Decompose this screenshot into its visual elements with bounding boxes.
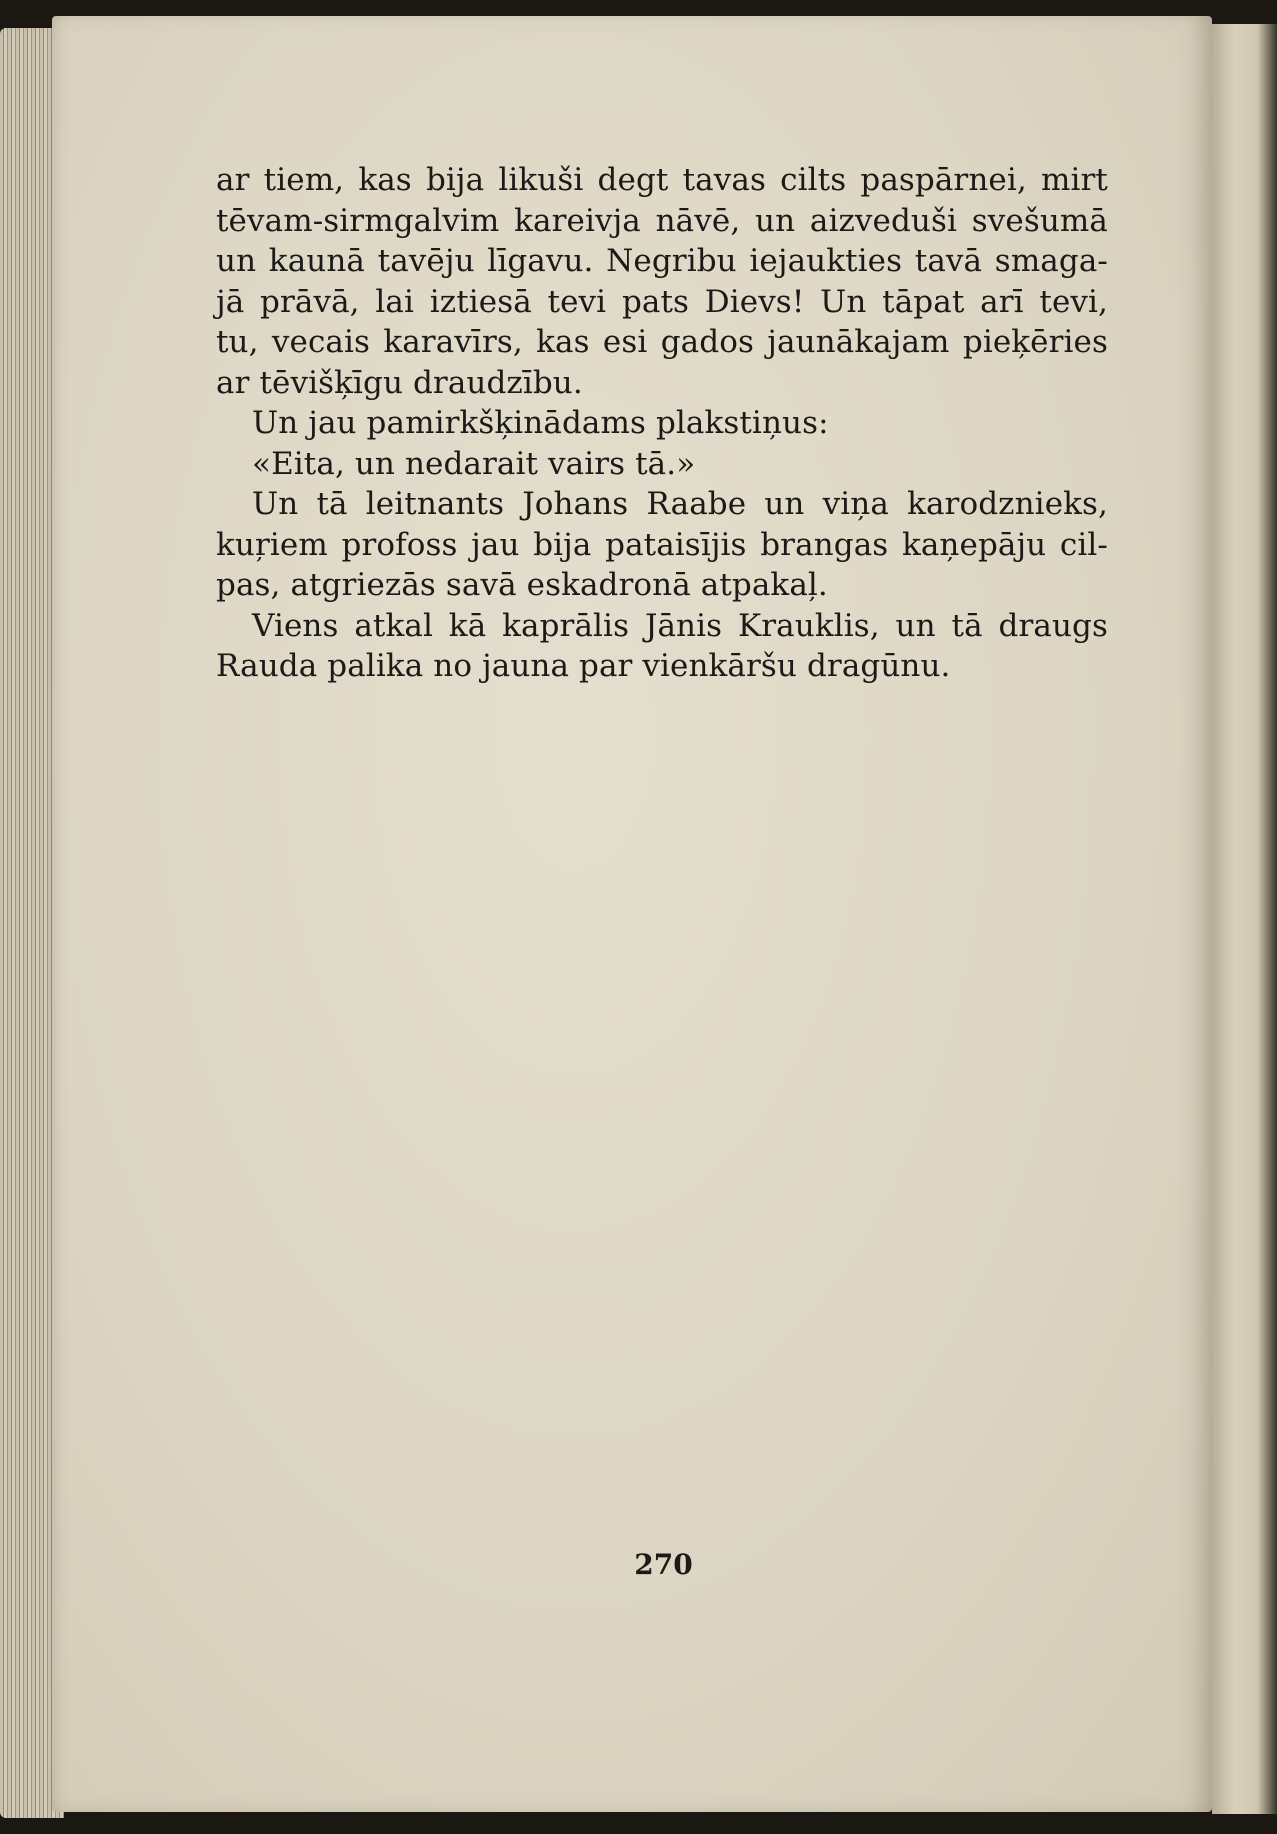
text-line: kuŗiem profoss jau bija pataisījis brangas kaņepāju cil- <box>216 526 1108 563</box>
text-line: tu, vecais karavīrs, kas esi gados jaunākajam pieķēries <box>216 324 1108 360</box>
text-line: Un tā leitnants Johans Raabe un viņa karodznieks, <box>252 486 1108 522</box>
page-text <box>216 160 1108 687</box>
text-line: jā prāvā, lai iztiesā tevi pats Dievs! Un tāpat arī tevi, <box>216 283 1108 320</box>
text-line: tēvam-sirmgalvim kareivja nāvē, un aizveduši svešumā <box>216 202 1108 239</box>
text-line: Rauda palika no jauna par vienkāršu dragūnu. <box>216 648 951 684</box>
page-number: 270 <box>634 1548 693 1581</box>
text-line: Un jau pamirkšķinādams plakstiņus: <box>252 405 829 441</box>
book-gutter <box>1212 24 1277 1814</box>
text-line: ar tēvišķīgu draudzību. <box>216 364 583 401</box>
text-line: Viens atkal kā kaprālis Jānis Krauklis, un tā draugs <box>252 607 1108 644</box>
text-line: pas, atgriezās savā eskadronā atpakaļ. <box>216 567 828 603</box>
text-line: un kaunā tavēju līgavu. Negribu iejaukties tavā smaga- <box>216 243 1108 279</box>
text-line: ar tiem, kas bija likuši degt tavas cilts paspārnei, mirt <box>216 162 1108 198</box>
text-line: «Eita, un nedarait vairs tā.» <box>252 445 696 482</box>
